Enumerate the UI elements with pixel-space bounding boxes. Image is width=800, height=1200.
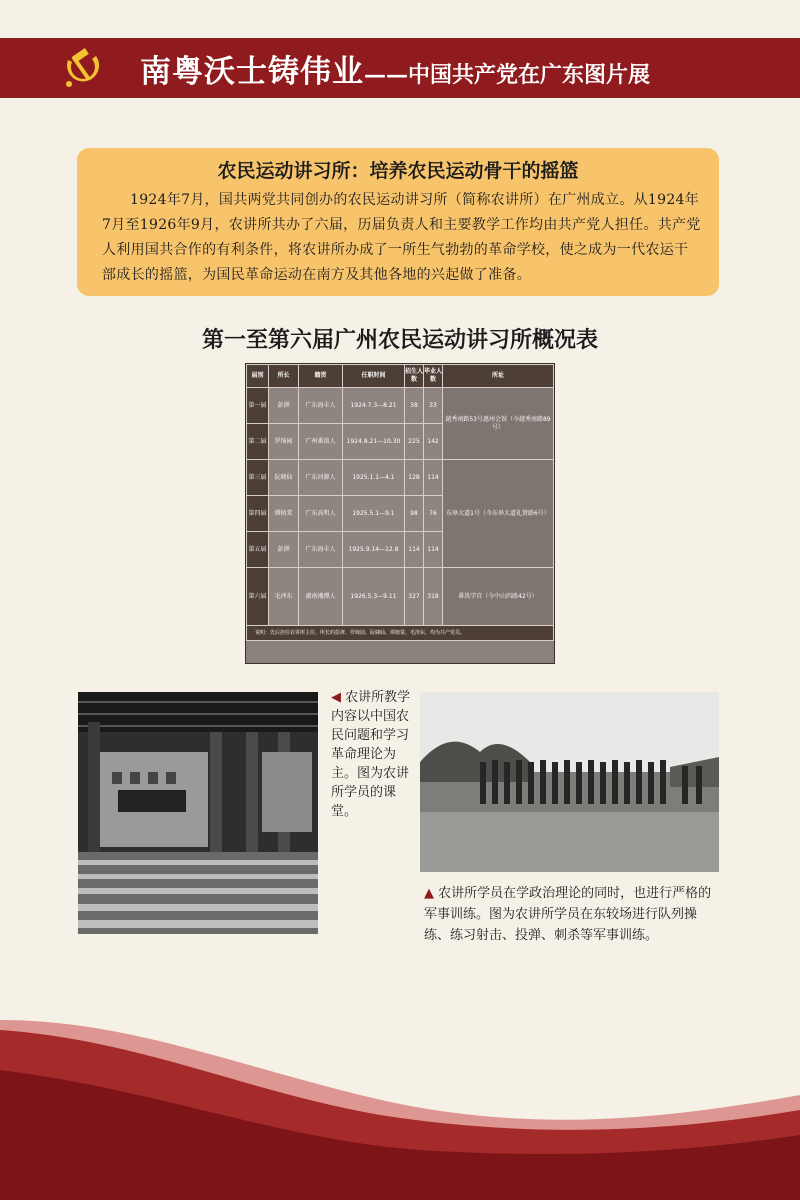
- cell-origin: 湖南湘潭人: [299, 568, 343, 626]
- cell-graduated: 142: [424, 424, 443, 460]
- red-arrow-icon: ▲: [424, 886, 439, 901]
- cell-session: 第五届: [247, 532, 269, 568]
- cell-period: 1924.8.21—10.30: [343, 424, 405, 460]
- red-arrow-icon: ◀: [331, 690, 346, 705]
- cell-graduated: 114: [424, 532, 443, 568]
- header-origin: 籍贯: [299, 365, 343, 388]
- table-row: [247, 460, 554, 496]
- cell-location: 越秀南路53号惠州会馆（今越秀南路89号）: [443, 388, 554, 460]
- classroom-caption: [331, 688, 411, 821]
- cell-head: 罗绮园: [269, 424, 299, 460]
- cell-location: 东皋大道1号（今东皋大道礼贤路6号）: [443, 460, 554, 568]
- cell-enrolled: 98: [405, 496, 424, 532]
- cell-head: 阮啸仙: [269, 460, 299, 496]
- cell-head: 谭植棠: [269, 496, 299, 532]
- table-note-row: [247, 626, 554, 641]
- training-photo: [420, 692, 719, 872]
- cell-session: 第二届: [247, 424, 269, 460]
- table-row: [247, 388, 554, 424]
- cell-location: 番禺学宫（今中山四路42号）: [443, 568, 554, 626]
- cell-origin: 广州番禺人: [299, 424, 343, 460]
- classroom-caption-text: 农讲所教学内容以中国农民问题和学习革命理论为主。图为农讲所学员的课堂。: [331, 690, 411, 819]
- cell-origin: 广东河源人: [299, 460, 343, 496]
- cell-session: 第三届: [247, 460, 269, 496]
- cell-origin: 广东海丰人: [299, 532, 343, 568]
- title-main: 南粤沃士铸伟业: [140, 54, 364, 90]
- table-header-row: [247, 365, 554, 388]
- cell-head: 毛泽东: [269, 568, 299, 626]
- intro-panel: [77, 148, 719, 296]
- header-banner: [0, 38, 800, 98]
- cell-enrolled: 38: [405, 388, 424, 424]
- hammer-sickle-icon: [60, 46, 104, 90]
- cell-enrolled: 225: [405, 424, 424, 460]
- cell-session: 第一届: [247, 388, 269, 424]
- classroom-photo: [78, 692, 318, 934]
- cell-enrolled: 128: [405, 460, 424, 496]
- table-title: 第一至第六届广州农民运动讲习所概况表: [201, 327, 598, 353]
- cell-origin: 广东高明人: [299, 496, 343, 532]
- cell-graduated: 76: [424, 496, 443, 532]
- header-graduated: 毕业人数: [424, 365, 443, 388]
- header-session: 届别: [247, 365, 269, 388]
- cell-head: 彭湃: [269, 532, 299, 568]
- cell-graduated: 33: [424, 388, 443, 424]
- header-location: 所址: [443, 365, 554, 388]
- intro-body: 1924年7月，国共两党共同创办的农民运动讲习所（简称农讲所）在广州成立。从1924年7月至1926年9月，农讲所共办了六届，历届负责人和主要教学工作均由共产党人担任。共产党人利用国共合作的有利条件，将农讲所办成了一所生气勃勃的革命学校，使之成为一代农运干部成长的摇篮，为国民革命运动在南方及其他各地的兴起做了准备。: [102, 192, 701, 283]
- training-caption: [424, 883, 720, 946]
- decorative-wave: [0, 1000, 800, 1200]
- cell-head: 彭湃: [269, 388, 299, 424]
- header-head: 所长: [269, 365, 299, 388]
- cell-graduated: 114: [424, 460, 443, 496]
- header-enrolled: 招生人数: [405, 365, 424, 388]
- cell-period: 1924.7.3—8.21: [343, 388, 405, 424]
- cell-period: 1926.5.3—9.11: [343, 568, 405, 626]
- exhibition-title: [140, 46, 650, 91]
- cell-session: 第六届: [247, 568, 269, 626]
- cell-period: 1925.5.1—9.1: [343, 496, 405, 532]
- cell-period: 1925.1.1—4.1: [343, 460, 405, 496]
- sessions-table: [245, 363, 555, 664]
- title-sub: ——中国共产党在广东图片展: [364, 62, 651, 88]
- cell-enrolled: 114: [405, 532, 424, 568]
- intro-title: 农民运动讲习所：培养农民运动骨干的摇篮: [217, 160, 579, 182]
- cell-period: 1925.9.14—12.8: [343, 532, 405, 568]
- cell-session: 第四届: [247, 496, 269, 532]
- cell-origin: 广东海丰人: [299, 388, 343, 424]
- table-row: [247, 568, 554, 626]
- table-note: 说明：先后担任农讲所主任、所长的彭湃、罗绮园、阮啸仙、谭植棠、毛泽东，均为共产党员。: [247, 626, 554, 641]
- cell-graduated: 318: [424, 568, 443, 626]
- header-period: 任职时间: [343, 365, 405, 388]
- cell-enrolled: 327: [405, 568, 424, 626]
- training-caption-text: 农讲所学员在学政治理论的同时，也进行严格的军事训练。图为农讲所学员在东较场进行队列操练、练习射击、投弹、刺杀等军事训练。: [424, 886, 712, 943]
